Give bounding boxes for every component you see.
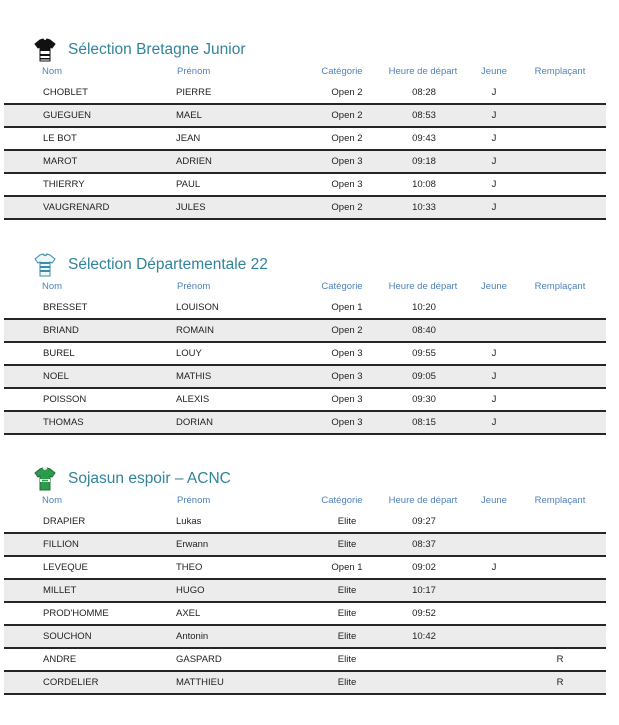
header-heure: Heure de départ (388, 281, 458, 292)
team-header (34, 253, 268, 277)
table-row (4, 534, 606, 557)
cell-categorie: Elite (337, 516, 357, 527)
header-nom: Nom (42, 66, 63, 77)
cell-heure: 09:55 (412, 348, 436, 359)
team-table (4, 297, 606, 435)
header-categorie: Catégorie (321, 281, 363, 292)
jersey-icon (34, 467, 56, 491)
header-prenom: Prénom (177, 66, 211, 77)
header-prenom: Prénom (177, 281, 211, 292)
cell-categorie: Open 3 (331, 179, 363, 190)
team-title: Sélection Bretagne Junior (68, 41, 246, 58)
cell-remplacant: R (556, 677, 564, 688)
cell-heure: 10:20 (412, 302, 436, 313)
header-remplacant: Remplaçant (534, 281, 586, 292)
cell-categorie: Open 3 (331, 371, 363, 382)
table-row (4, 366, 606, 389)
cell-categorie: Elite (337, 608, 357, 619)
column-headers (0, 495, 619, 509)
cell-jeune: J (491, 179, 497, 190)
cell-nom: FILLION (43, 539, 79, 550)
cell-heure: 08:37 (412, 539, 436, 550)
table-row (4, 197, 606, 220)
cell-jeune: J (491, 371, 497, 382)
cell-prenom: LOUISON (176, 302, 219, 313)
cell-jeune: J (491, 562, 497, 573)
cell-prenom: ADRIEN (176, 156, 212, 167)
cell-jeune: J (491, 133, 497, 144)
table-row (4, 603, 606, 626)
table-row (4, 320, 606, 343)
cell-prenom: LOUY (176, 348, 202, 359)
header-prenom: Prénom (177, 495, 211, 506)
header-nom: Nom (42, 495, 63, 506)
cell-categorie: Open 3 (331, 156, 363, 167)
cell-categorie: Open 2 (331, 87, 363, 98)
jersey-icon (34, 253, 56, 277)
cell-categorie: Open 3 (331, 394, 363, 405)
cell-prenom: DORIAN (176, 417, 213, 428)
cell-nom: NOEL (43, 371, 69, 382)
cell-categorie: Elite (337, 631, 357, 642)
cell-heure: 09:18 (412, 156, 436, 167)
cell-prenom: PAUL (176, 179, 201, 190)
column-headers (0, 66, 619, 80)
table-row (4, 128, 606, 151)
cell-nom: THIERRY (43, 179, 85, 190)
cell-heure: 09:05 (412, 371, 436, 382)
cell-nom: ANDRE (43, 654, 77, 665)
cell-nom: VAUGRENARD (43, 202, 110, 213)
cell-prenom: Erwann (176, 539, 209, 550)
cell-prenom: JEAN (176, 133, 201, 144)
cell-categorie: Open 2 (331, 110, 363, 121)
cell-heure: 09:30 (412, 394, 436, 405)
cell-jeune: J (491, 110, 497, 121)
header-heure: Heure de départ (388, 495, 458, 506)
cell-prenom: ALEXIS (176, 394, 210, 405)
cell-prenom: JULES (176, 202, 206, 213)
cell-nom: LEVEQUE (43, 562, 88, 573)
cell-nom: LE BOT (43, 133, 77, 144)
table-row (4, 343, 606, 366)
cell-prenom: MATTHIEU (176, 677, 224, 688)
cell-categorie: Elite (337, 654, 357, 665)
cell-jeune: J (491, 394, 497, 405)
header-categorie: Catégorie (321, 66, 363, 77)
table-row (4, 174, 606, 197)
cell-heure: 08:53 (412, 110, 436, 121)
cell-categorie: Open 1 (331, 302, 363, 313)
cell-nom: CORDELIER (43, 677, 99, 688)
cell-categorie: Elite (337, 585, 357, 596)
cell-nom: BUREL (43, 348, 75, 359)
cell-heure: 08:15 (412, 417, 436, 428)
header-jeune: Jeune (481, 66, 507, 77)
cell-prenom: ROMAIN (176, 325, 214, 336)
jersey-icon (34, 38, 56, 62)
header-remplacant: Remplaçant (534, 495, 586, 506)
table-row (4, 389, 606, 412)
cell-categorie: Open 1 (331, 562, 363, 573)
header-jeune: Jeune (481, 495, 507, 506)
cell-prenom: MATHIS (176, 371, 212, 382)
team-header (34, 38, 246, 62)
cell-nom: MAROT (43, 156, 78, 167)
table-row (4, 557, 606, 580)
cell-categorie: Open 3 (331, 417, 363, 428)
cell-categorie: Elite (337, 539, 357, 550)
cell-heure: 09:02 (412, 562, 436, 573)
cell-remplacant: R (556, 654, 564, 665)
table-row (4, 82, 606, 105)
cell-nom: SOUCHON (43, 631, 92, 642)
header-remplacant: Remplaçant (534, 66, 586, 77)
cell-heure: 10:33 (412, 202, 436, 213)
cell-nom: THOMAS (43, 417, 84, 428)
cell-jeune: J (491, 87, 497, 98)
cell-jeune: J (491, 156, 497, 167)
header-nom: Nom (42, 281, 63, 292)
cell-nom: DRAPIER (43, 516, 86, 527)
cell-nom: BRIAND (43, 325, 79, 336)
table-row (4, 580, 606, 603)
header-categorie: Catégorie (321, 495, 363, 506)
team-table (4, 511, 606, 695)
header-heure: Heure de départ (388, 66, 458, 77)
cell-categorie: Open 2 (331, 325, 363, 336)
cell-prenom: HUGO (176, 585, 205, 596)
cell-prenom: Lukas (176, 516, 202, 527)
cell-nom: BRESSET (43, 302, 88, 313)
cell-prenom: THEO (176, 562, 203, 573)
table-row (4, 105, 606, 128)
table-row (4, 412, 606, 435)
column-headers (0, 281, 619, 295)
table-row (4, 511, 606, 534)
cell-jeune: J (491, 202, 497, 213)
cell-categorie: Open 2 (331, 133, 363, 144)
cell-nom: MILLET (43, 585, 77, 596)
cell-nom: CHOBLET (43, 87, 88, 98)
cell-categorie: Open 2 (331, 202, 363, 213)
cell-prenom: Antonin (176, 631, 209, 642)
team-header (34, 467, 231, 491)
team-title: Sélection Départementale 22 (68, 256, 268, 273)
cell-nom: GUEGUEN (43, 110, 92, 121)
table-row (4, 626, 606, 649)
cell-heure: 09:27 (412, 516, 436, 527)
cell-prenom: PIERRE (176, 87, 212, 98)
cell-prenom: GASPARD (176, 654, 222, 665)
cell-heure: 10:42 (412, 631, 436, 642)
cell-heure: 09:52 (412, 608, 436, 619)
table-row (4, 297, 606, 320)
header-jeune: Jeune (481, 281, 507, 292)
table-row (4, 672, 606, 695)
cell-heure: 10:08 (412, 179, 436, 190)
cell-prenom: AXEL (176, 608, 201, 619)
cell-categorie: Open 3 (331, 348, 363, 359)
cell-categorie: Elite (337, 677, 357, 688)
team-title: Sojasun espoir – ACNC (68, 470, 231, 487)
table-row (4, 151, 606, 174)
cell-heure: 08:40 (412, 325, 436, 336)
team-table (4, 82, 606, 220)
cell-heure: 08:28 (412, 87, 436, 98)
cell-prenom: MAEL (176, 110, 202, 121)
cell-heure: 10:17 (412, 585, 436, 596)
cell-jeune: J (491, 417, 497, 428)
cell-nom: POISSON (43, 394, 87, 405)
cell-nom: PROD'HOMME (43, 608, 109, 619)
cell-jeune: J (491, 348, 497, 359)
cell-heure: 09:43 (412, 133, 436, 144)
table-row (4, 649, 606, 672)
